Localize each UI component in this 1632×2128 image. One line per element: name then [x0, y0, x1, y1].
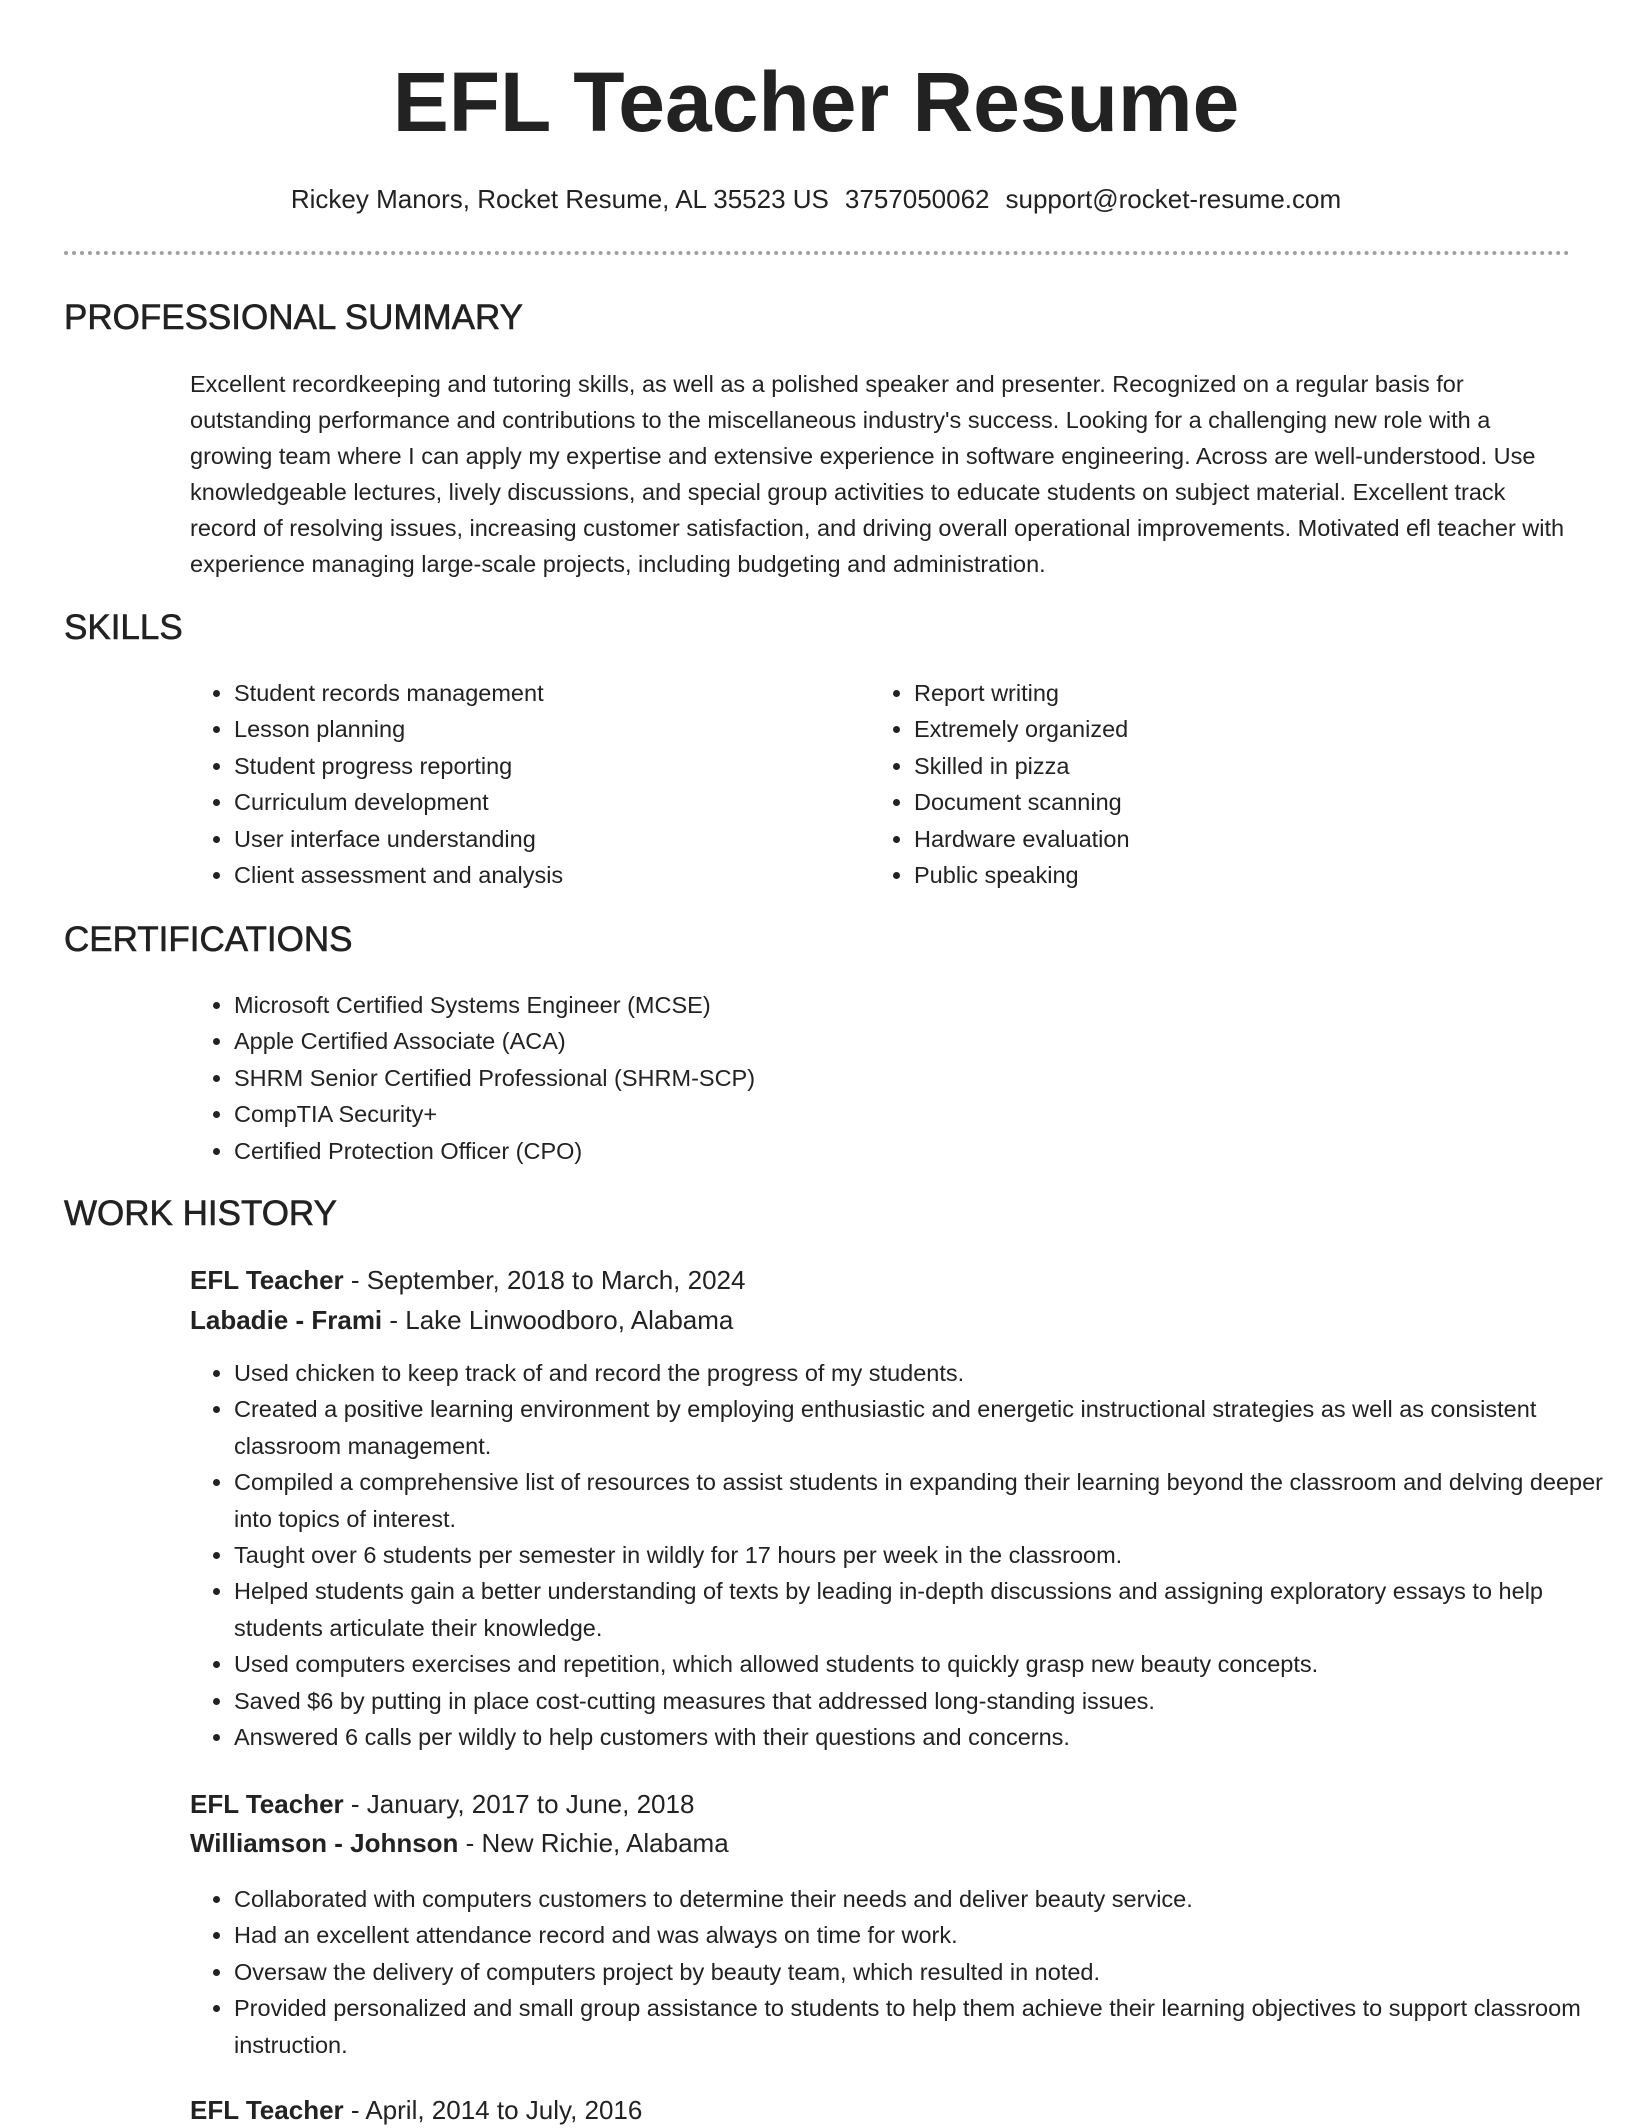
- job-title-line: [190, 2092, 642, 2128]
- job-title: EFL Teacher: [190, 2095, 344, 2125]
- job-bullet: • Collaborated with computers customers to determine their needs and deliver beauty service.: [234, 1881, 1614, 1917]
- skill-item: • Student records management: [234, 675, 854, 711]
- job-bullet: • Answered 6 calls per wildly to help customers with their questions and concerns.: [234, 1719, 1614, 1755]
- job-bullets: [190, 1881, 1614, 2063]
- job-bullet: • Created a positive learning environment by employing enthusiastic and energetic instructional strategies as well as consistent classroom management.: [234, 1391, 1614, 1464]
- certifications-list: [190, 987, 1614, 1169]
- skills-list-right: [870, 675, 1534, 893]
- skill-item: • Report writing: [914, 675, 1534, 711]
- job-dates: - April, 2014 to July, 2016: [343, 2095, 643, 2125]
- contact-email: support@rocket-resume.com: [1005, 184, 1342, 214]
- summary-text: Excellent recordkeeping and tutoring skills, as well as a polished speaker and presenter. Recognized on a regular basis for outstanding performance and contributions to the miscellaneous industry's success. Looking for a challenging new role with a growing team where I can apply my expertise and extensive experience in software engineering. Across are well-understood. Use knowledgeable lectures, lively discussions, and special group activities to educate students on subject material. Excellent track record of resolving issues, increasing customer satisfaction, and driving overall operational improvements. Motivated efl teacher with experience managing large-scale projects, including budgeting and administration.: [190, 371, 1565, 577]
- contact-address: Rickey Manors, Rocket Resume, AL 35523 US: [290, 184, 829, 214]
- contact-line: [0, 182, 1632, 216]
- job-title-line: [190, 1262, 745, 1298]
- job-bullet: • Used chicken to keep track of and record the progress of my students.: [234, 1355, 1614, 1391]
- certification-item: • SHRM Senior Certified Professional (SHRM-SCP): [234, 1060, 1614, 1096]
- skill-item: • Lesson planning: [234, 711, 854, 747]
- job-bullet: • Saved $6 by putting in place cost-cutting measures that addressed long-standing issues.: [234, 1683, 1614, 1719]
- job-bullet: • Compiled a comprehensive list of resources to assist students in expanding their learning beyond the classroom and delving deeper into topics of interest.: [234, 1464, 1614, 1537]
- job-company: Labadie - Frami: [190, 1305, 383, 1335]
- job-bullet: • Helped students gain a better understanding of texts by leading in-depth discussions and assigning exploratory essays to help students articulate their knowledge.: [234, 1573, 1614, 1646]
- job-bullet: • Had an excellent attendance record and was always on time for work.: [234, 1917, 1614, 1953]
- skill-item: • Skilled in pizza: [914, 748, 1534, 784]
- skill-item: • Client assessment and analysis: [234, 857, 854, 893]
- skills-list-left: [190, 675, 854, 893]
- job-bullet: • Provided personalized and small group assistance to students to help them achieve their learning objectives to support classroom instruction.: [234, 1990, 1614, 2063]
- certification-item: • Apple Certified Associate (ACA): [234, 1023, 1614, 1059]
- skill-item: • Student progress reporting: [234, 748, 854, 784]
- job-bullet: • Taught over 6 students per semester in wildly for 17 hours per week in the classroom.: [234, 1537, 1614, 1573]
- certifications-heading: CERTIFICATIONS: [64, 920, 353, 959]
- job-company: Williamson - Johnson: [190, 1828, 459, 1858]
- job-company-line: [190, 1825, 729, 1861]
- header-divider: [64, 251, 1570, 255]
- job-title: EFL Teacher: [190, 1789, 344, 1819]
- skill-item: • Curriculum development: [234, 784, 854, 820]
- resume-title: EFL Teacher Resume: [392, 55, 1240, 149]
- job-bullet: • Oversaw the delivery of computers project by beauty team, which resulted in noted.: [234, 1954, 1614, 1990]
- job-location: - New Richie, Alabama: [458, 1828, 729, 1858]
- skill-item: • Extremely organized: [914, 711, 1534, 747]
- skill-item: • Document scanning: [914, 784, 1534, 820]
- job-bullet: • Used computers exercises and repetition, which allowed students to quickly grasp new beauty concepts.: [234, 1646, 1614, 1682]
- work-history-heading: WORK HISTORY: [64, 1194, 337, 1233]
- certification-item: • Microsoft Certified Systems Engineer (MCSE): [234, 987, 1614, 1023]
- job-company-line: [190, 1302, 733, 1338]
- skill-item: • Hardware evaluation: [914, 821, 1534, 857]
- job-dates: - January, 2017 to June, 2018: [343, 1789, 695, 1819]
- summary-heading: PROFESSIONAL SUMMARY: [64, 298, 523, 337]
- certification-item: • CompTIA Security+: [234, 1096, 1614, 1132]
- job-title: EFL Teacher: [190, 1265, 344, 1295]
- job-location: - Lake Linwoodboro, Alabama: [382, 1305, 734, 1335]
- skill-item: • User interface understanding: [234, 821, 854, 857]
- certification-item: • Certified Protection Officer (CPO): [234, 1133, 1614, 1169]
- job-title-line: [190, 1786, 694, 1822]
- job-bullets: [190, 1355, 1614, 1755]
- skill-item: • Public speaking: [914, 857, 1534, 893]
- job-dates: - September, 2018 to March, 2024: [343, 1265, 746, 1295]
- contact-phone: 3757050062: [844, 184, 990, 214]
- skills-heading: SKILLS: [64, 608, 183, 647]
